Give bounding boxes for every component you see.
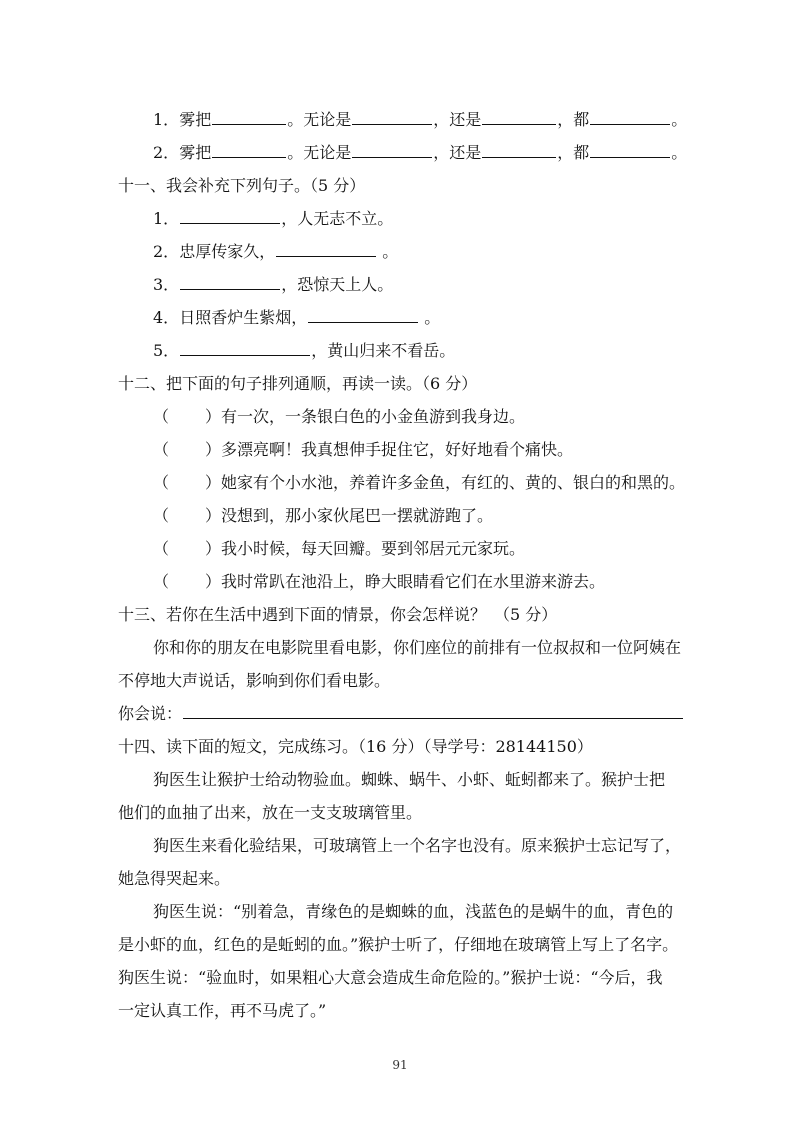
answer-blank[interactable] bbox=[590, 110, 670, 125]
passage-line: 狗医生来看化验结果，可玻璃管上一个名字也没有。原来猴护士忘记写了， bbox=[153, 836, 682, 855]
item-number: 1． bbox=[153, 110, 180, 129]
answer-blank[interactable] bbox=[482, 143, 556, 158]
scenario-text-2: 不停地大声说话，影响到你们看电影。 bbox=[118, 671, 391, 690]
section-11-title: 十一、我会补充下列句子。（5 分） bbox=[118, 176, 366, 195]
order-item-3: （ ）她家有个小水池，养着许多金鱼，有红的、黄的、银白的和黑的。 bbox=[153, 473, 686, 492]
poem-item-2: 2．忠厚传家久， 。 bbox=[153, 242, 399, 261]
order-item-1: （ ）有一次，一条银白色的小金鱼游到我身边。 bbox=[153, 407, 526, 426]
answer-blank[interactable] bbox=[352, 110, 432, 125]
passage-line: 她急得哭起来。 bbox=[118, 869, 231, 888]
answer-blank[interactable] bbox=[180, 209, 280, 224]
section-12-title: 十二、把下面的句子排列通顺，再读一读。（6 分） bbox=[118, 374, 478, 393]
answer-blank[interactable] bbox=[180, 341, 310, 356]
fill-line-2: 2．雾把 。无论是 ，还是 ，都 。 bbox=[153, 143, 688, 162]
passage-line: 狗医生让猴护士给动物验血。蜘蛛、蜗牛、小虾、蚯蚓都来了。猴护士把 bbox=[153, 770, 666, 789]
passage-line: 一定认真工作，再不马虎了。” bbox=[118, 1001, 327, 1020]
poem-item-1: 1． ，人无志不立。 bbox=[153, 209, 394, 228]
answer-blank[interactable] bbox=[212, 110, 286, 125]
passage-line: 是小虾的血，红色的是蚯蚓的血。”猴护士听了，仔细地在玻璃管上写上了名字。 bbox=[118, 935, 679, 954]
answer-blank[interactable] bbox=[183, 704, 683, 719]
scenario-text-1: 你和你的朋友在电影院里看电影，你们座位的前排有一位叔叔和一位阿姨在 bbox=[153, 638, 682, 657]
fill-line-1: 1．雾把 。无论是 ，还是 ，都 。 bbox=[153, 110, 688, 129]
answer-blank[interactable] bbox=[308, 308, 418, 323]
passage-line: 他们的血抽了出来，放在一支支玻璃管里。 bbox=[118, 803, 423, 822]
answer-label: 你会说： bbox=[118, 704, 183, 723]
order-item-6: （ ）我时常趴在池沿上，睁大眼睛看它们在水里游来游去。 bbox=[153, 572, 606, 591]
passage-line: 狗医生说：“验血时，如果粗心大意会造成生命危险的。”猴护士说：“今后，我 bbox=[118, 968, 663, 987]
page-number: 91 bbox=[392, 1058, 408, 1072]
answer-blank[interactable] bbox=[482, 110, 556, 125]
answer-blank[interactable] bbox=[180, 275, 280, 290]
poem-item-4: 4．日照香炉生紫烟， 。 bbox=[153, 308, 441, 327]
order-item-4: （ ）没想到，那小家伙尾巴一摆就游跑了。 bbox=[153, 506, 494, 525]
poem-item-3: 3． ，恐惊天上人。 bbox=[153, 275, 394, 294]
answer-blank[interactable] bbox=[352, 143, 432, 158]
section-13-title: 十三、若你在生活中遇到下面的情景，你会怎样说？ （5 分） bbox=[118, 605, 558, 624]
order-item-5: （ ）我小时候，每天回瓣。要到邻居元元家玩。 bbox=[153, 539, 526, 558]
passage-line: 狗医生说：“别着急，青缘色的是蜘蛛的血，浅蓝色的是蜗牛的血，青色的 bbox=[153, 902, 674, 921]
item-number: 2． bbox=[153, 143, 180, 162]
order-item-2: （ ）多漂亮啊！我真想伸手捉住它，好好地看个痛快。 bbox=[153, 440, 574, 459]
answer-blank[interactable] bbox=[212, 143, 286, 158]
answer-blank[interactable] bbox=[590, 143, 670, 158]
answer-blank[interactable] bbox=[276, 242, 376, 257]
section-14-title: 十四、读下面的短文，完成练习。（16 分）（导学号：28144150） bbox=[118, 737, 593, 756]
answer-line bbox=[0, 704, 800, 724]
poem-item-5: 5． ，黄山归来不看岳。 bbox=[153, 341, 456, 360]
